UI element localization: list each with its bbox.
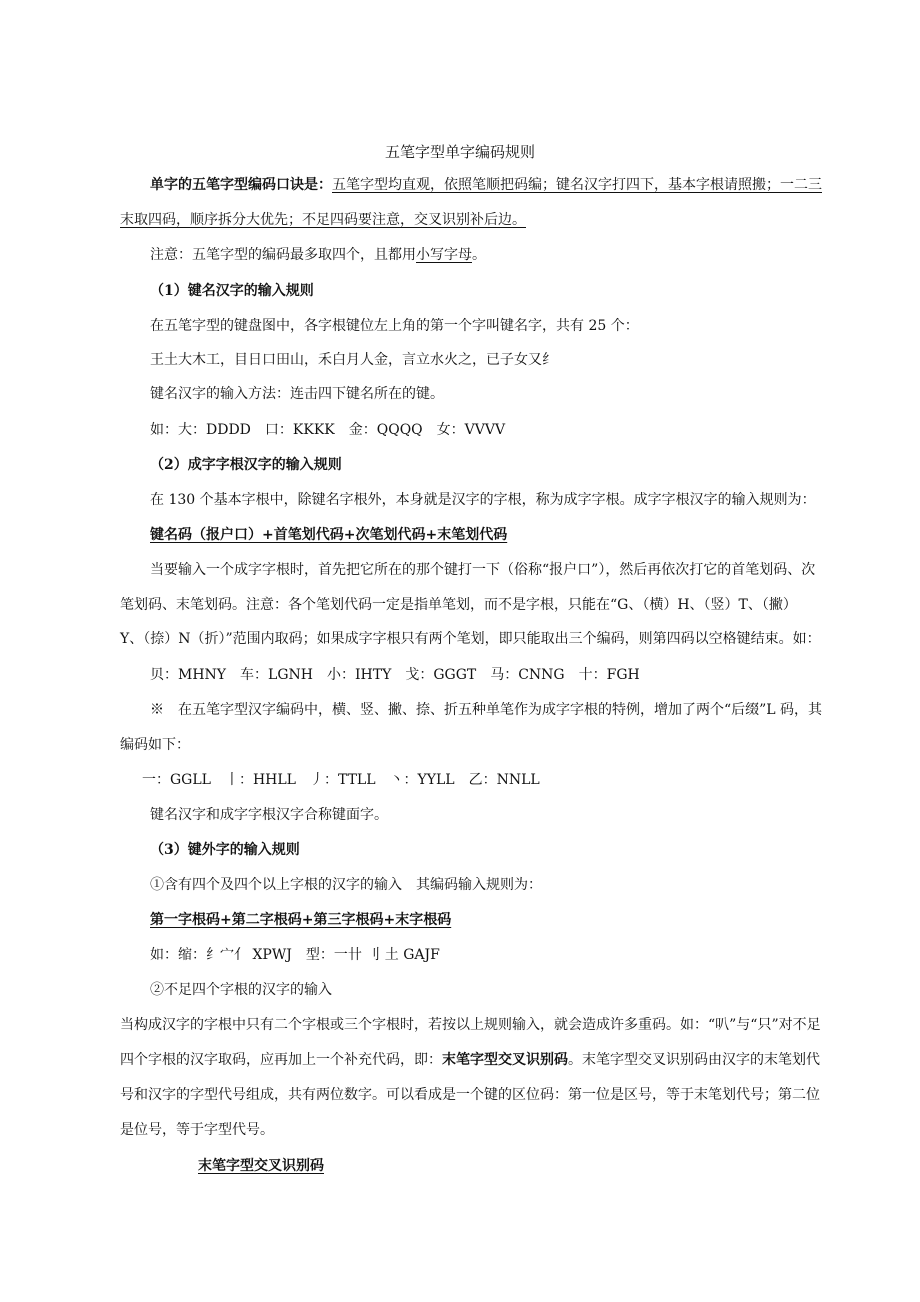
section-2-note-2: 编码如下：: [120, 737, 190, 753]
example-item: 金：QQQQ: [348, 422, 423, 438]
example-item: 口：KKKK: [264, 422, 335, 438]
section-1-heading: （1）键名汉字的输入规则: [150, 283, 314, 299]
section-2-formula: 键名码（报户口）+首笔划代码+次笔划代码+末笔划代码: [150, 527, 508, 543]
page-title: 五笔字型单字编码规则: [384, 143, 535, 161]
example-item: 十：FGH: [578, 667, 640, 683]
example-item: 女：VVVV: [436, 422, 506, 438]
section-2-strokes: [142, 770, 540, 790]
example-item: 戈：GGGT: [405, 667, 477, 683]
example-item: 车：LGNH: [240, 667, 313, 683]
stroke-item: 一：GGLL: [142, 772, 211, 788]
section-1-line-3: 键名汉字的输入方法：连击四下键名所在的键。: [150, 386, 444, 402]
stroke-item: 丨：HHLL: [224, 772, 296, 788]
section-2-heading: （2）成字字根汉字的输入规则: [150, 457, 342, 473]
section-3-para-4: 是位号，等于字型代号。: [120, 1122, 274, 1138]
rhyme-label: 单字的五笔字型编码口诀是：: [150, 177, 332, 193]
example-item: 如：大：DDDD: [150, 422, 251, 438]
para-text: 四个字根的汉字取码，应再加上一个补充代码，即：: [120, 1052, 442, 1068]
example-item: 型：一卄 刂 土 GAJF: [305, 947, 440, 963]
note-highlight: 小写字母: [416, 247, 472, 263]
section-2-line-1: 在 130 个基本字根中，除键名字根外，本身就是汉字的字根，称为成字字根。成字字根汉字的输入规则为：: [150, 492, 816, 508]
section-3-para-3: 号和汉字的字型代号组成，共有两位数字。可以看成是一个键的区位码：第一位是区号，等于末笔划代号；第二位: [120, 1087, 820, 1103]
section-3-heading: （3）键外字的输入规则: [150, 842, 300, 858]
section-2-para-2: 笔划码、末笔划码。注意：各个笔划代码一定是指单笔划，而不是字根，只能在“G、（横）H、（竖）T、（撇）: [120, 597, 797, 613]
rhyme-line-1: [150, 175, 822, 195]
section-3-para-1: 当构成汉字的字根中只有二个字根或三个字根时，若按以上规则输入，就会造成许多重码。如：“叭”与“只”对不足: [120, 1017, 821, 1033]
section-2-para-3: Y、（捺）N（折）”范围内取码；如果成字字根只有两个笔划，即只能取出三个编码，则第四码以空格键结束。如：: [120, 631, 821, 647]
section-3-formula: 第一字根码+第二字根码+第三字根码+末字根码: [150, 912, 452, 928]
example-item: 小：IHTY: [327, 667, 392, 683]
rhyme-line-2: 末取四码，顺序拆分大优先；不足四码要注意，交叉识别补后边。: [120, 212, 526, 228]
note-suffix: 。: [472, 247, 486, 263]
section-3-para-2: [120, 1050, 820, 1070]
para-text: 。末笔字型交叉识别码由汉字的末笔划代: [568, 1052, 820, 1068]
stroke-item: 乙：NNLL: [468, 772, 540, 788]
section-2-examples: [150, 665, 640, 685]
section-2-note-1: ※ 在五笔字型汉字编码中，横、竖、撇、捺、折五种单笔作为成字字根的特例，增加了两个“后缀”L 码，其: [150, 702, 823, 718]
section-1-examples: [150, 420, 505, 440]
section-2-summary: 键名汉字和成字字根汉字合称键面字。: [150, 807, 388, 823]
rhyme-text-1: 五笔字型均直观，依照笔顺把码编；键名汉字打四下，基本字根请照搬；一二三: [332, 177, 822, 193]
example-item: 马：CNNG: [490, 667, 565, 683]
stroke-item: 丿：TTLL: [309, 772, 376, 788]
section-2-para-1: 当要输入一个成字字根时，首先把它所在的那个键打一下（俗称“报户口”），然后再依次打它的首笔划码、次: [150, 562, 816, 578]
table-heading: 末笔字型交叉识别码: [198, 1158, 324, 1174]
section-1-key-names: 王土大木工，目日口田山，禾白月人金，言立水火之，已子女又纟: [150, 352, 556, 368]
stroke-item: 丶：YYLL: [389, 772, 455, 788]
section-3-examples: [150, 945, 440, 965]
section-3-sub-2: ②不足四个字根的汉字的输入: [150, 982, 332, 998]
note-line: [150, 245, 486, 265]
para-bold-term: 末笔字型交叉识别码: [442, 1052, 568, 1068]
section-3-sub-1: ①含有四个及四个以上字根的汉字的输入 其编码输入规则为：: [150, 877, 542, 893]
section-1-line-1: 在五笔字型的键盘图中，各字根键位左上角的第一个字叫键名字，共有 25 个：: [150, 318, 639, 334]
note-prefix: 注意：五笔字型的编码最多取四个，且都用: [150, 247, 416, 263]
example-item: 贝：MHNY: [150, 667, 227, 683]
example-item: 如：缩：纟宀亻 XPWJ: [150, 947, 292, 963]
